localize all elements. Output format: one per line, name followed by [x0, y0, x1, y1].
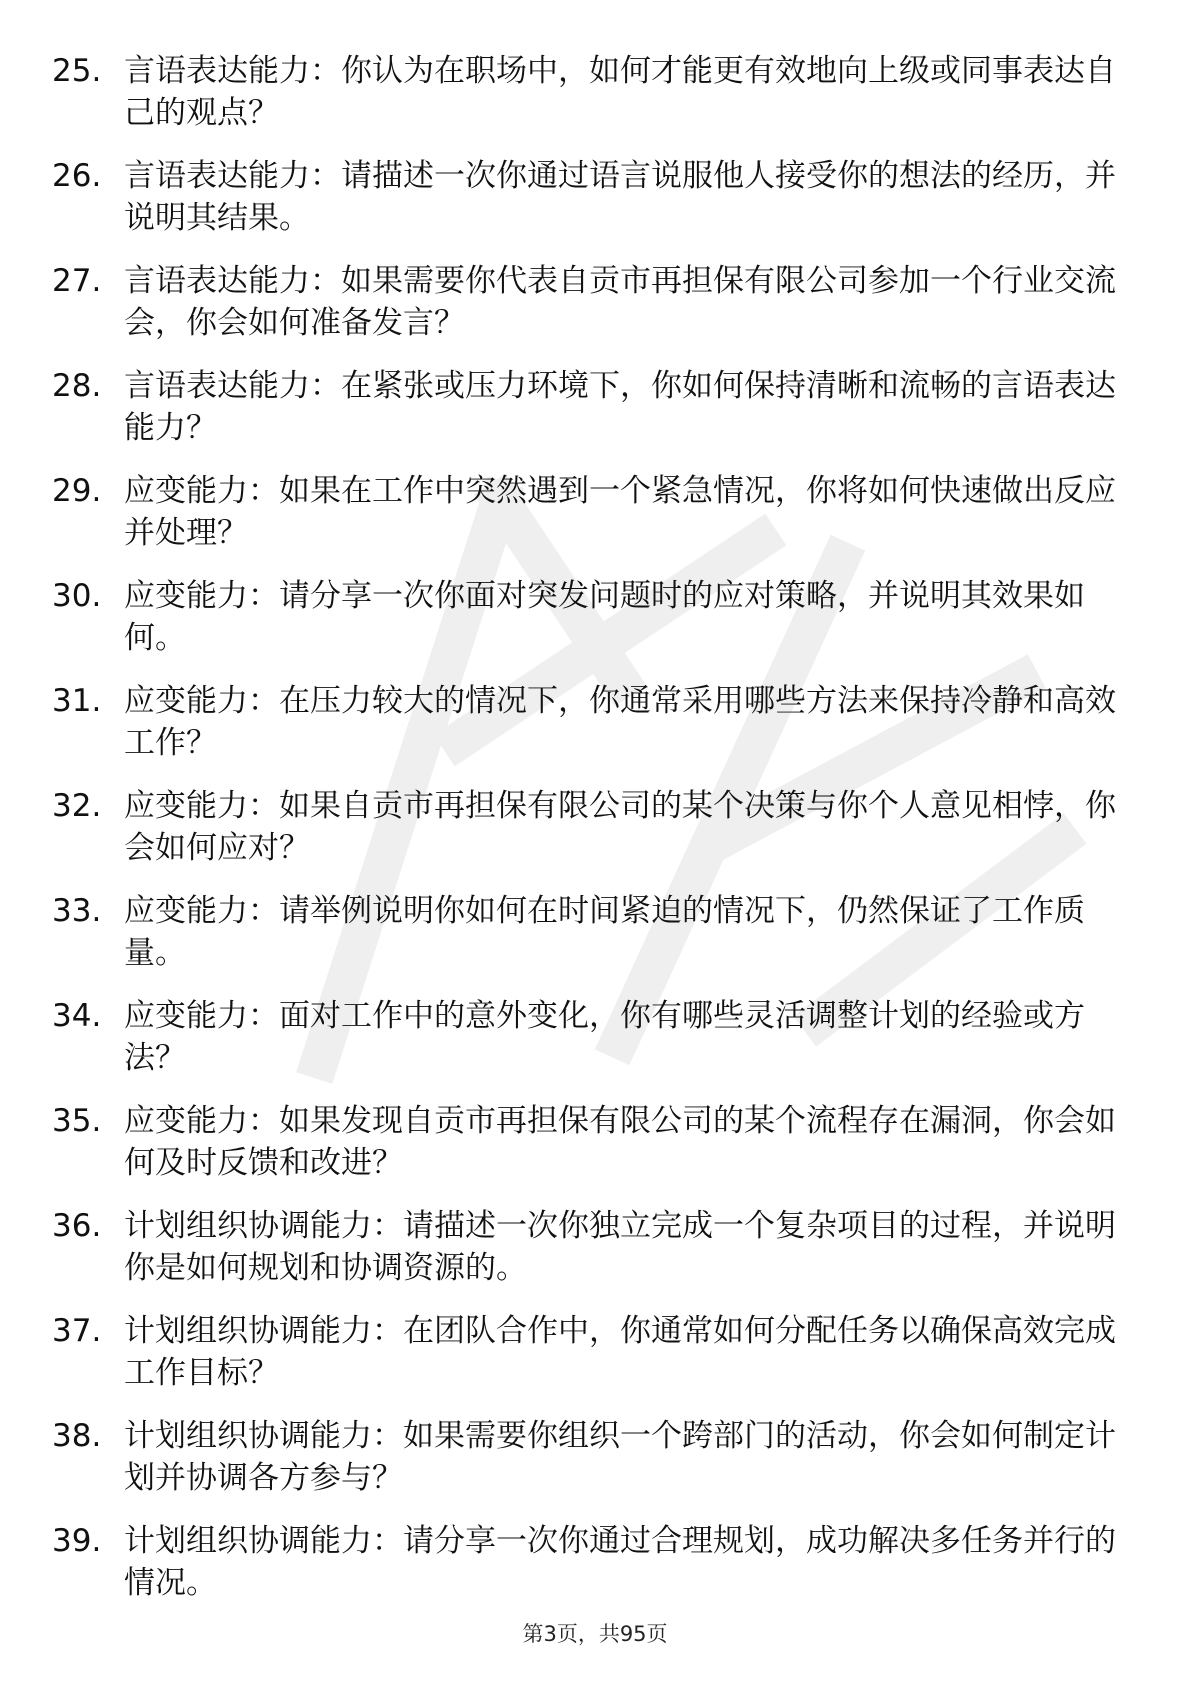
- question-item: [52, 890, 1132, 974]
- question-text: 计划组织协调能力：请分享一次你通过合理规划，成功解决多任务并行的情况。: [124, 1523, 1116, 1601]
- question-number: 37.: [52, 1313, 102, 1349]
- question-text: 言语表达能力：请描述一次你通过语言说服他人接受你的想法的经历，并说明其结果。: [124, 158, 1116, 236]
- question-text: 应变能力：请举例说明你如何在时间紧迫的情况下，仍然保证了工作质量。: [124, 893, 1085, 971]
- question-number: 39.: [52, 1523, 102, 1559]
- page-footer: 第3页，共95页: [522, 1622, 668, 1646]
- question-number: 26.: [52, 158, 102, 194]
- question-number: 25.: [52, 53, 102, 89]
- question-item: [52, 1520, 1132, 1604]
- question-number: 31.: [52, 683, 102, 719]
- question-number: 34.: [52, 998, 102, 1034]
- question-text: 应变能力：在压力较大的情况下，你通常采用哪些方法来保持冷静和高效工作？: [124, 683, 1116, 761]
- question-text: 言语表达能力：在紧张或压力环境下，你如何保持清晰和流畅的言语表达能力？: [124, 368, 1116, 446]
- question-number: 32.: [52, 788, 102, 824]
- question-text: 应变能力：如果在工作中突然遇到一个紧急情况，你将如何快速做出反应并处理？: [124, 473, 1116, 551]
- question-text: 应变能力：请分享一次你面对突发问题时的应对策略，并说明其效果如何。: [124, 578, 1085, 656]
- question-item: [52, 50, 1132, 134]
- question-text: 应变能力：如果发现自贡市再担保有限公司的某个流程存在漏洞，你会如何及时反馈和改进？: [124, 1103, 1116, 1181]
- question-list: [52, 50, 1132, 1625]
- question-item: [52, 1310, 1132, 1394]
- question-item: [52, 1205, 1132, 1289]
- question-text: 计划组织协调能力：请描述一次你独立完成一个复杂项目的过程，并说明你是如何规划和协调资源的。: [124, 1208, 1116, 1286]
- question-number: 29.: [52, 473, 102, 509]
- question-item: [52, 995, 1132, 1079]
- question-number: 33.: [52, 893, 102, 929]
- question-item: [52, 155, 1132, 239]
- question-item: [52, 785, 1132, 869]
- question-item: [52, 365, 1132, 449]
- question-number: 30.: [52, 578, 102, 614]
- question-item: [52, 575, 1132, 659]
- question-number: 28.: [52, 368, 102, 404]
- question-item: [52, 680, 1132, 764]
- question-item: [52, 1415, 1132, 1499]
- question-text: 言语表达能力：如果需要你代表自贡市再担保有限公司参加一个行业交流会，你会如何准备发言？: [124, 263, 1116, 341]
- question-item: [52, 260, 1132, 344]
- question-number: 36.: [52, 1208, 102, 1244]
- question-item: [52, 470, 1132, 554]
- question-text: 应变能力：面对工作中的意外变化，你有哪些灵活调整计划的经验或方法？: [124, 998, 1085, 1076]
- question-item: [52, 1100, 1132, 1184]
- question-text: 计划组织协调能力：如果需要你组织一个跨部门的活动，你会如何制定计划并协调各方参与？: [124, 1418, 1116, 1496]
- question-number: 35.: [52, 1103, 102, 1139]
- question-number: 38.: [52, 1418, 102, 1454]
- question-text: 应变能力：如果自贡市再担保有限公司的某个决策与你个人意见相悖，你会如何应对？: [124, 788, 1116, 866]
- question-text: 计划组织协调能力：在团队合作中，你通常如何分配任务以确保高效完成工作目标？: [124, 1313, 1116, 1391]
- question-number: 27.: [52, 263, 102, 299]
- question-text: 言语表达能力：你认为在职场中，如何才能更有效地向上级或同事表达自己的观点？: [124, 53, 1116, 131]
